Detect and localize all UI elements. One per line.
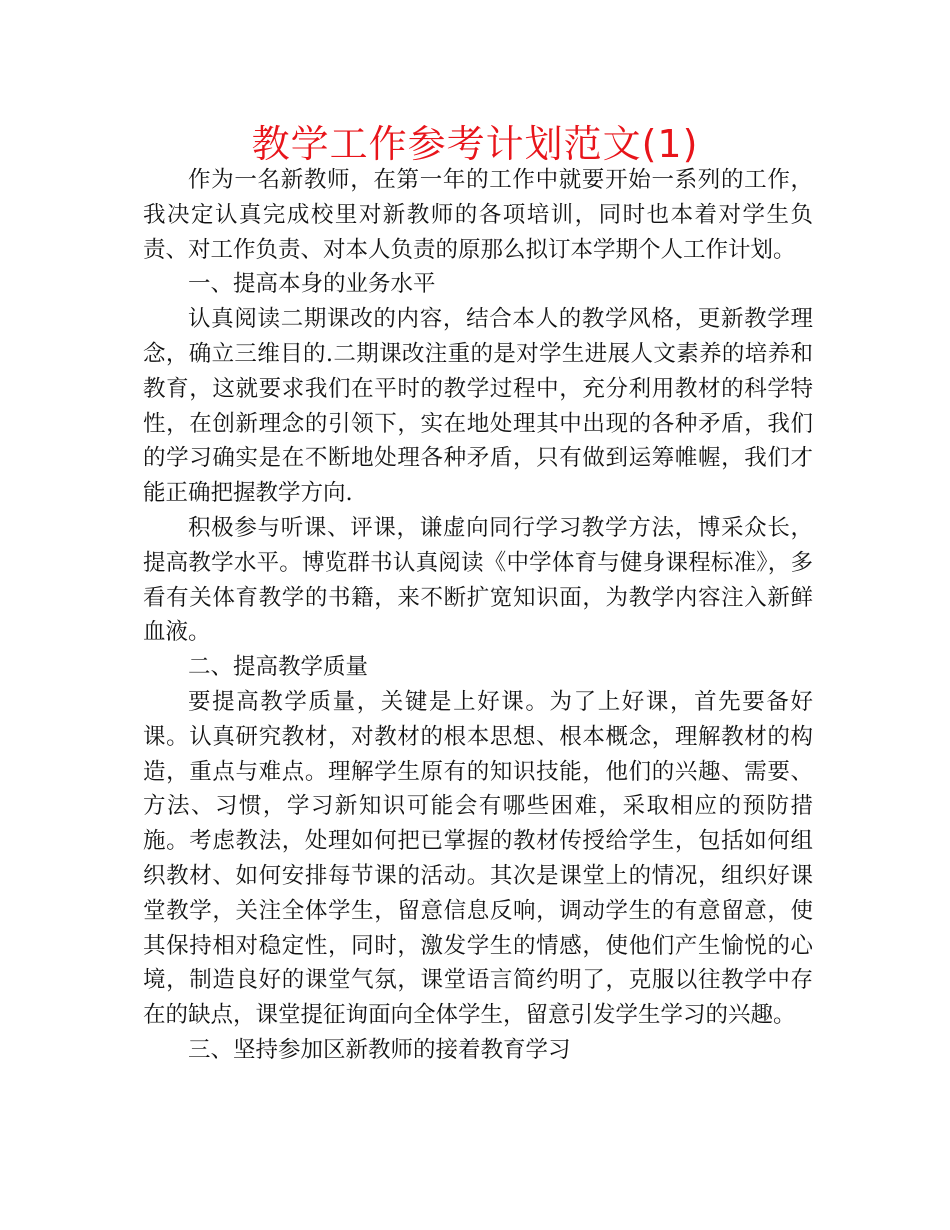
section-heading-3: 三、坚持参加区新教师的接着教育学习 [188,1036,571,1063]
paragraph-1b: 积极参与听课、评课，谦虚向同行学习教学方法，博采众长，提高教学水平。博览群书认真阅读《中学体育与健身课程标准》，多看有关体育教学的书籍，来不断扩宽知识面，为教学内容注入新鲜血液。 [143,514,813,646]
document-title: 教学工作参考计划范文(1) [251,122,699,166]
paragraph-2a: 要提高教学质量，关键是上好课。为了上好课，首先要备好课。认真研究教材，对教材的根本思想、根本概念，理解教材的构造，重点与难点。理解学生原有的知识技能，他们的兴趣、需要、方法、习惯，学习新知识可能会有哪些困难，采取相应的预防措施。考虑教法，处理如何把已掌握的教材传授给学生，包括如何组织教材、如何安排每节课的活动。其次是课堂上的情况，组织好课堂教学，关注全体学生，留意信息反响，调动学生的有意留意，使其保持相对稳定性，同时，激发学生的情感，使他们产生愉悦的心境，制造良好的课堂气氛，课堂语言简约明了，克服以往教学中存在的缺点，课堂提征询面向全体学生，留意引发学生学习的兴趣。 [143,688,813,1029]
document-body [143,163,813,1068]
section-heading-1: 一、提高本身的业务水平 [188,271,436,298]
section-heading-2: 二、提高教学质量 [188,654,369,681]
paragraph-intro: 作为一名新教师，在第一年的工作中就要开始一系列的工作，我决定认真完成校里对新教师的各项培训，同时也本着对学生负责、对工作负责、对本人负责的原那么拟订本学期个人工作计划。 [143,167,813,263]
paragraph-1a: 认真阅读二期课改的内容，结合本人的教学风格，更新教学理念，确立三维目的.二期课改注重的是对学生进展人文素养的培养和教育，这就要求我们在平时的教学过程中，充分利用教材的科学特性，在创新理念的引领下，实在地处理其中出现的各种矛盾，我们的学习确实是在不断地处理各种矛盾，只有做到运筹帷幄，我们才能正确把握教学方向. [143,306,813,507]
